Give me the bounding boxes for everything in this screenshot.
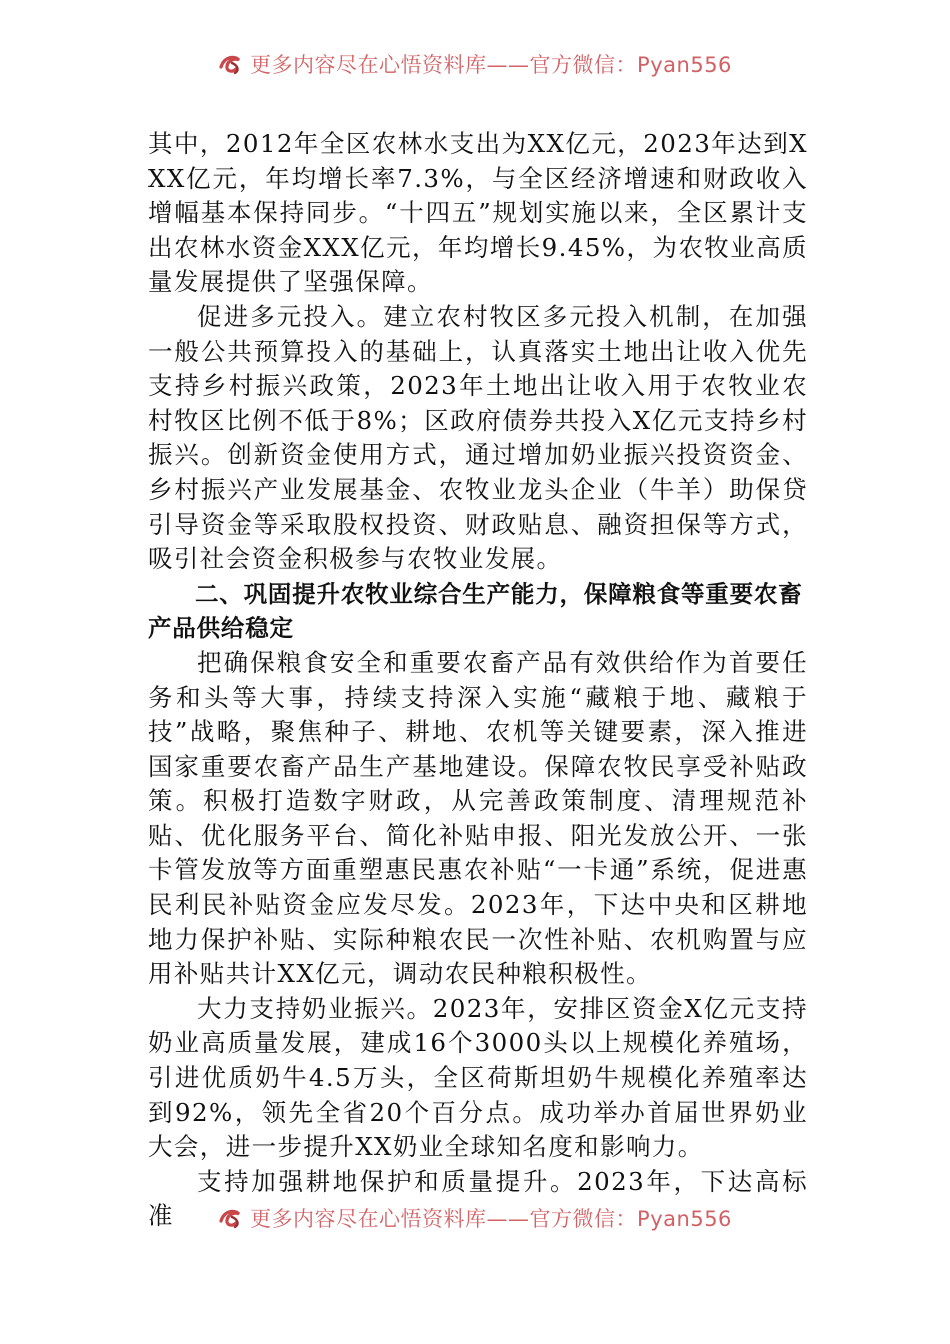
section-heading: 二、巩固提升农牧业综合生产能力，保障粮食等重要农畜产品供给稳定: [148, 579, 803, 643]
watermark-text: 更多内容尽在心悟资料库——官方微信：Pyan556: [250, 53, 732, 77]
paragraph-2: 促进多元投入。建立农村牧区多元投入机制，在加强一般公共预算投入的基础上，认真落实土地出让收入优先支持乡村振兴政策，2023年土地出让收入用于农牧业农村牧区比例不低于8%；区政府债券共投入X亿元支持乡村振兴。创新资金使用方式，通过增加奶业振兴投资资金、乡村振兴产业发展基金、农牧业龙头企业（牛羊）助保贷引导资金等采取股权投资、财政贴息、融资担保等方式，吸引社会资金积极参与农牧业发展。: [148, 301, 808, 574]
watermark-text: 更多内容尽在心悟资料库——官方微信：Pyan556: [250, 1207, 732, 1231]
paragraph-3: 把确保粮食安全和重要农畜产品有效供给作为首要任务和头等大事，持续支持深入实施“藏粮于地、藏粮于技”战略，聚焦种子、耕地、农机等关键要素，深入推进国家重要农畜产品生产基地建设。保障农牧民享受补贴政策。积极打造数字财政，从完善政策制度、清理规范补贴、优化服务平台、简化补贴申报、阳光发放公开、一张卡管发放等方面重塑惠民惠农补贴“一卡通”系统，促进惠民利民补贴资金应发尽发。2023年，下达中央和区耕地地力保护补贴、实际种粮农民一次性补贴、农机购置与应用补贴共计XX亿元，调动农民种粮积极性。: [148, 647, 808, 989]
paragraph-1: 其中，2012年全区农林水支出为XX亿元，2023年达到XXX亿元，年均增长率7.3%，与全区经济增速和财政收入增幅基本保持同步。“十四五”规划实施以来，全区累计支出农林水资金XXX亿元，年均增长9.45%，为农牧业高质量发展提供了坚强保障。: [148, 129, 808, 297]
header-watermark: [0, 50, 950, 90]
watermark-content: [218, 50, 732, 79]
document-body: [148, 127, 808, 1234]
footer-watermark: [0, 1204, 950, 1244]
watermark-content: [218, 1204, 732, 1233]
red-swirl-logo-icon: [218, 53, 244, 75]
red-swirl-logo-icon: [218, 1207, 244, 1229]
paragraph-5: 支持加强耕地保护和质量提升。2023年，下达高标准: [148, 1166, 808, 1231]
paragraph-4: 大力支持奶业振兴。2023年，安排区资金X亿元支持奶业高质量发展，建成16个3000头以上规模化养殖场，引进优质奶牛4.5万头，全区荷斯坦奶牛规模化养殖率达到92%，领先全省20个百分点。成功举办首届世界奶业大会，进一步提升XX奶业全球知名度和影响力。: [148, 993, 808, 1162]
